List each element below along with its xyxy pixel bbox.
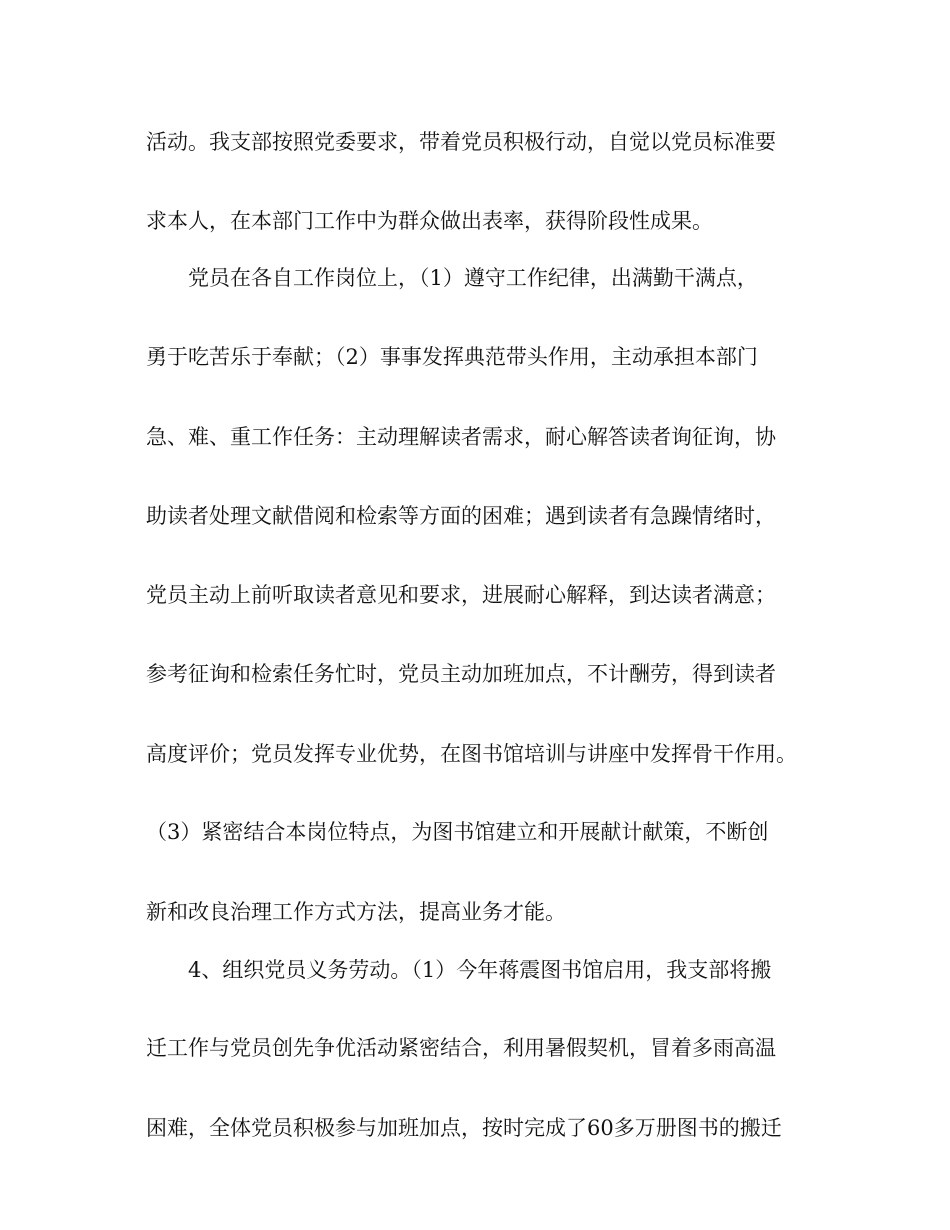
text-line: 急、难、重工作任务：主动理解读者需求，耐心解答读者询征询，协 bbox=[146, 425, 776, 449]
text-line: 高度评价；党员发挥专业优势，在图书馆培训与讲座中发挥骨干作用。 bbox=[146, 742, 797, 766]
text-line: 勇于吃苦乐于奉献；（2）事事发挥典范带头作用，主动承担本部门 bbox=[146, 345, 758, 369]
text-line: 迁工作与党员创先争优活动紧密结合，利用暑假契机，冒着多雨高温 bbox=[146, 1036, 776, 1060]
text-line: 4、组织党员义务劳动。（1）今年蒋震图书馆启用，我支部将搬 bbox=[146, 958, 772, 982]
text-line: 活动。我支部按照党委要求，带着党员积极行动，自觉以党员标准要 bbox=[146, 130, 776, 154]
text-line: 求本人，在本部门工作中为群众做出表率，获得阶段性成果。 bbox=[146, 209, 713, 233]
text-line: （3）紧密结合本岗位特点，为图书馆建立和开展献计献策，不断创 bbox=[146, 820, 769, 844]
text-line: 困难，全体党员积极参与加班加点，按时完成了60多万册图书的搬迁 bbox=[146, 1116, 782, 1140]
text-line: 新和改良治理工作方式方法，提高业务才能。 bbox=[146, 900, 566, 924]
text-line: 助读者处理文献借阅和检索等方面的困难；遇到读者有急躁情绪时， bbox=[146, 504, 776, 528]
text-line: 参考征询和检索任务忙时，党员主动加班加点，不计酬劳，得到读者 bbox=[146, 662, 776, 686]
text-line: 党员主动上前听取读者意见和要求，进展耐心解释，到达读者满意； bbox=[146, 583, 776, 607]
text-line: 党员在各自工作岗位上，（1）遵守工作纪律，出满勤干满点， bbox=[146, 266, 758, 290]
